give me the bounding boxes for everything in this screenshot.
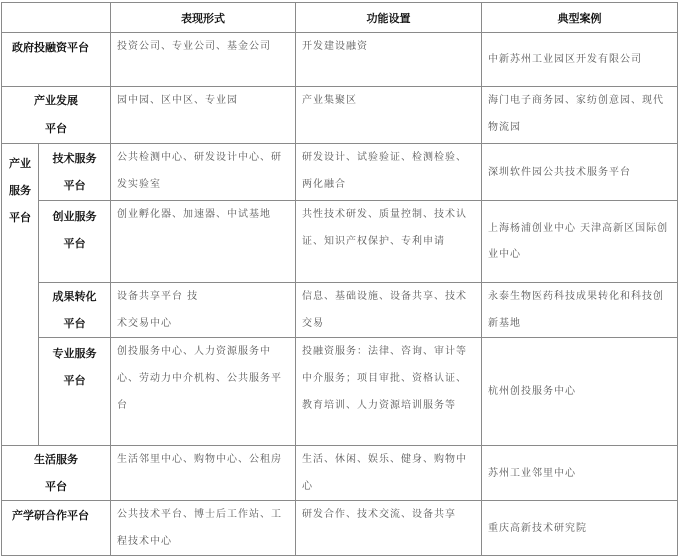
header-function: 功能设置 xyxy=(296,3,482,33)
header-form: 表现形式 xyxy=(111,3,296,33)
function-cell: 研发合作、技术交流、设备共享 xyxy=(296,501,482,556)
function-cell: 产业集聚区 xyxy=(296,87,482,144)
table-header-row xyxy=(2,3,678,33)
function-cell: 研发设计、试验验证、检测检验、两化融合 xyxy=(296,144,482,201)
row-label-text: 技术服务平台 xyxy=(52,152,97,192)
case-cell: 苏州工业邻里中心 xyxy=(482,446,678,501)
case-cell: 中新苏州工业园区开发有限公司 xyxy=(482,33,678,87)
form-cell: 投资公司、专业公司、基金公司 xyxy=(111,33,296,87)
case-cell xyxy=(482,201,678,283)
row-label xyxy=(2,87,111,144)
table-row xyxy=(2,144,678,201)
platform-table xyxy=(1,2,678,556)
table-row xyxy=(2,501,678,556)
case-cell: 永泰生物医药科技成果转化和科技创新基地 xyxy=(482,283,678,338)
function-cell: 信息、基础设施、设备共享、技术交易 xyxy=(296,283,482,338)
row-label xyxy=(39,201,111,283)
form-cell: 园中园、区中区、专业园 xyxy=(111,87,296,144)
form-cell: 公共技术平台、博士后工作站、工程技术中心 xyxy=(111,501,296,556)
form-cell: 创投服务中心、人力资源服务中心、劳动力中介机构、公共服务平台 xyxy=(111,338,296,446)
row-label-text: 生活服务平台 xyxy=(34,453,78,493)
case-cell: 海门电子商务园、家纺创意园、现代物流园 xyxy=(482,87,678,144)
table-row xyxy=(2,446,678,501)
form-cell: 生活邻里中心、购物中心、公租房 xyxy=(111,446,296,501)
table-row xyxy=(2,338,678,446)
group-label xyxy=(2,144,39,446)
case-cell: 深圳软件园公共技术服务平台 xyxy=(482,144,678,201)
form-cell xyxy=(111,283,296,338)
function-cell: 共性技术研发、质量控制、技术认证、知识产权保护、专利申请 xyxy=(296,201,482,283)
function-cell: 生活、休闲、娱乐、健身、购物中心 xyxy=(296,446,482,501)
table-row xyxy=(2,33,678,87)
row-label: 政府投融资平台 xyxy=(2,33,111,87)
group-label-text: 产业服务平台 xyxy=(9,157,31,224)
function-cell: 投融资服务：法律、咨询、审计等中介服务；项目审批、资格认证、教育培训、人力资源培训服务等 xyxy=(296,338,482,446)
row-label-text: 成果转化平台 xyxy=(52,290,97,330)
row-label xyxy=(2,446,111,501)
row-label xyxy=(39,283,111,338)
case-line: 上海杨浦创业中心 天津高新区国际创业中心 xyxy=(488,222,669,260)
header-blank xyxy=(2,3,111,33)
table-row xyxy=(2,283,678,338)
function-cell: 开发建设融资 xyxy=(296,33,482,87)
form-cell: 创业孵化器、加速器、中试基地 xyxy=(111,201,296,283)
table-row xyxy=(2,87,678,144)
row-label: 产学研合作平台 xyxy=(2,501,111,556)
form-line: 设备共享平台 技术交易中心 xyxy=(117,291,199,329)
case-cell: 杭州创投服务中心 xyxy=(482,338,678,446)
table-row xyxy=(2,201,678,283)
row-label xyxy=(39,144,111,201)
row-label-text: 专业服务平台 xyxy=(52,347,97,387)
row-label-text: 创业服务平台 xyxy=(52,210,97,250)
row-label xyxy=(39,338,111,446)
case-cell: 重庆高新技术研究院 xyxy=(482,501,678,556)
header-case: 典型案例 xyxy=(482,3,678,33)
form-cell: 公共检测中心、研发设计中心、研发实验室 xyxy=(111,144,296,201)
row-label-text: 产业发展平台 xyxy=(34,94,78,135)
